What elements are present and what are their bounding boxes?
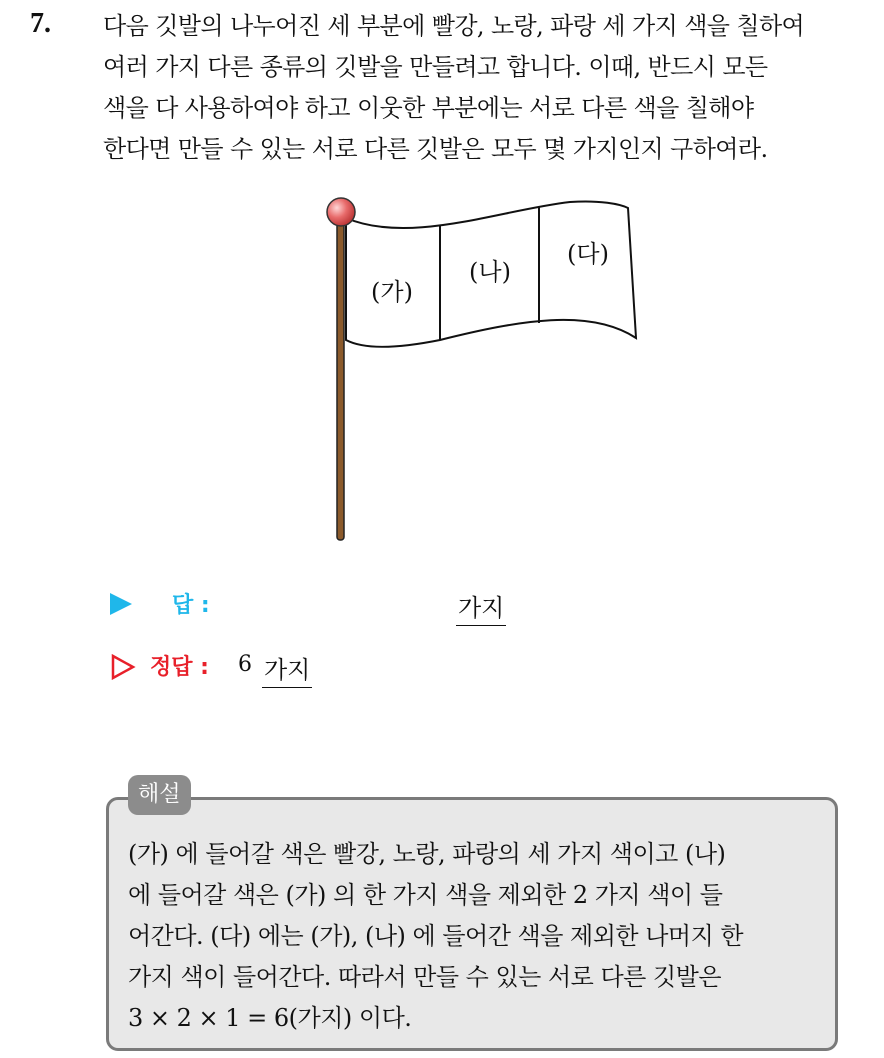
explanation-line: 에 들어갈 색은 (가) 의 한 가지 색을 제외한 2 가지 색이 들 <box>128 881 723 909</box>
explanation-line: (가) 에 들어갈 색은 빨강, 노랑, 파랑의 세 가지 색이고 (나) <box>128 840 726 868</box>
explanation-tab: 해설 <box>128 775 191 815</box>
question-line: 색을 다 사용하여야 하고 이웃한 부분에는 서로 다른 색을 칠해야 <box>103 94 754 122</box>
question-line: 한다면 만들 수 있는 서로 다른 깃발은 모두 몇 가지인지 구하여라. <box>103 135 768 163</box>
explanation-text <box>128 834 828 1039</box>
answer-label: 답 : <box>172 593 210 618</box>
question-text <box>103 6 863 170</box>
flag-pole <box>337 215 344 540</box>
flag-label-ga: (가) <box>371 278 413 306</box>
flag-label-na: (나) <box>469 258 511 286</box>
answer-unit: 가지 <box>456 588 506 626</box>
question-line: 여러 가지 다른 종류의 깃발을 만들려고 합니다. 이때, 반드시 모든 <box>103 53 768 81</box>
question-number: 7. <box>30 8 51 39</box>
correct-answer-value: 6 <box>238 652 252 677</box>
explanation-line: 어간다. (다) 에는 (가), (나) 에 들어간 색을 제외한 나머지 한 <box>128 922 744 950</box>
correct-answer-unit: 가지 <box>262 650 312 688</box>
explanation-line: 3 × 2 × 1 = 6(가지) 이다. <box>128 1004 412 1032</box>
play-triangle-icon <box>110 593 132 615</box>
answer-row <box>110 588 530 624</box>
pole-finial <box>327 198 355 226</box>
explanation-line: 가지 색이 들어간다. 따라서 만들 수 있는 서로 다른 깃발은 <box>128 963 722 991</box>
flag-label-da: (다) <box>567 240 609 268</box>
correct-answer-label: 정답 : <box>150 655 209 680</box>
correct-answer-row <box>110 650 410 690</box>
question-line: 다음 깃발의 나누어진 세 부분에 빨강, 노랑, 파랑 세 가지 색을 칠하여 <box>103 12 805 40</box>
flag-figure <box>320 190 650 550</box>
outline-triangle-icon <box>110 654 136 680</box>
